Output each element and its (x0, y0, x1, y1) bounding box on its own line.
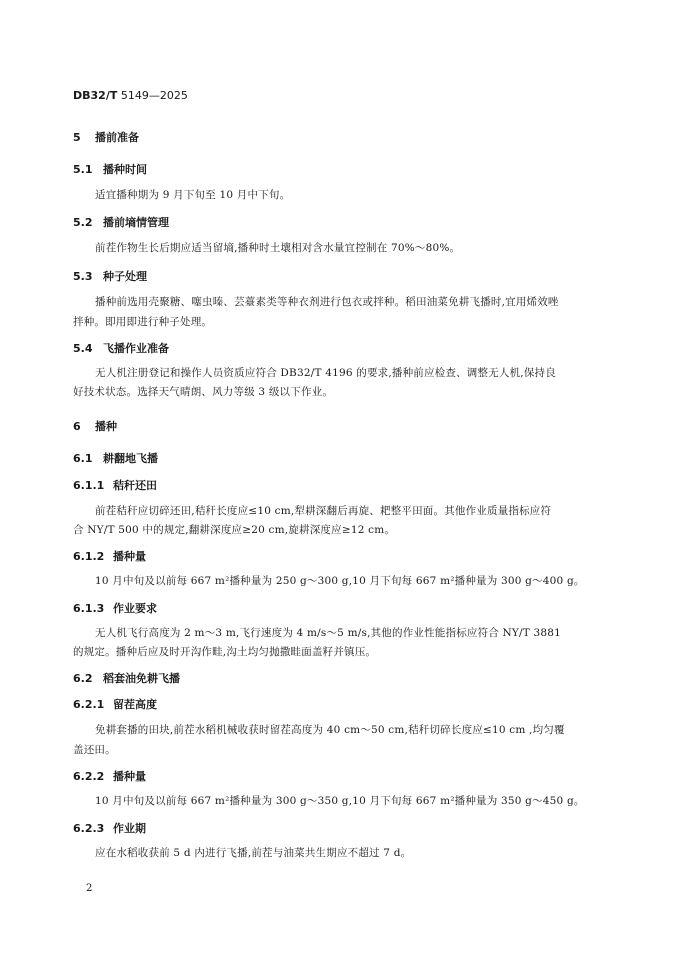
heading-6: 6 播种 (73, 420, 117, 433)
document-code-prefix: DB32/T (73, 89, 118, 102)
heading-5-4: 5.4 飞播作业准备 (73, 342, 169, 355)
heading-6-1-3: 6.1.3 作业要求 (73, 602, 157, 615)
paragraph-5-4-line2: 好技术状态。选择天气晴朗、风力等级 3 级以下作业。 (73, 386, 334, 398)
paragraph-6-1-3-line2: 的规定。播种后应及时开沟作畦,沟土均匀抛撒畦面盖籽并镇压。 (73, 646, 377, 658)
page-number: 2 (86, 883, 93, 894)
paragraph-6-1-3-line1: 无人机飞行高度为 2 m～3 m,飞行速度为 4 m/s～5 m/s,其他的作业性能指标应符合 NY/T 3881 (95, 627, 562, 639)
heading-6-1: 6.1 耕翻地飞播 (73, 452, 158, 465)
paragraph-6-2-3: 应在水稻收获前 5 d 内进行飞播,前茬与油菜共生期应不超过 7 d。 (95, 847, 412, 859)
heading-5-3: 5.3 种子处理 (73, 270, 147, 283)
paragraph-6-1-1-line2: 合 NY/T 500 中的规定,翻耕深度应≥20 cm,旋耕深度应≥12 cm。 (73, 524, 396, 536)
heading-6-2: 6.2 稻套油免耕飞播 (73, 672, 180, 685)
paragraph-5-2: 前茬作物生长后期应适当留墒,播种时土壤相对含水量宜控制在 70%～80%。 (95, 242, 461, 254)
heading-6-2-1: 6.2.1 留茬高度 (73, 698, 157, 711)
paragraph-6-2-1-line2: 盖还田。 (73, 744, 116, 756)
heading-6-2-3: 6.2.3 作业期 (73, 822, 146, 835)
heading-5-2: 5.2 播前墒情管理 (73, 216, 169, 229)
paragraph-5-3-line1: 播种前选用壳聚糖、噻虫嗪、芸薹素类等种衣剂进行包衣或拌种。稻田油菜免耕飞播时,宜用烯效唑 (95, 296, 559, 308)
paragraph-5-3-line2: 拌种。即用即进行种子处理。 (73, 316, 213, 328)
heading-5: 5 播前准备 (73, 131, 139, 144)
paragraph-5-1: 适宜播种期为 9 月下旬至 10 月中下旬。 (95, 189, 291, 201)
paragraph-6-1-2: 10 月中旬及以前每 667 m²播种量为 250 g～300 g,10 月下旬每 667 m²播种量为 300 g～400 g。 (95, 575, 585, 587)
document-code-number: 5149—2025 (117, 89, 188, 102)
heading-6-1-1: 6.1.1 秸秆还田 (73, 479, 157, 492)
paragraph-6-2-1-line1: 免耕套播的田块,前茬水稻机械收获时留茬高度为 40 cm～50 cm,秸秆切碎长度应≤10 cm ,均匀覆 (95, 724, 565, 736)
heading-6-1-2: 6.1.2 播种量 (73, 550, 146, 563)
heading-6-2-2: 6.2.2 播种量 (73, 770, 146, 783)
heading-5-1: 5.1 播种时间 (73, 163, 147, 176)
document-code (73, 89, 188, 102)
paragraph-6-1-1-line1: 前茬秸秆应切碎还田,秸秆长度应≤10 cm,犁耕深翻后再旋、耙整平田面。其他作业质量指标应符 (95, 505, 552, 517)
paragraph-6-2-2: 10 月中旬及以前每 667 m²播种量为 300 g～350 g,10 月下旬每 667 m²播种量为 350 g～450 g。 (95, 795, 585, 807)
paragraph-5-4-line1: 无人机注册登记和操作人员资质应符合 DB32/T 4196 的要求,播种前应检查、调整无人机,保持良 (95, 367, 556, 379)
